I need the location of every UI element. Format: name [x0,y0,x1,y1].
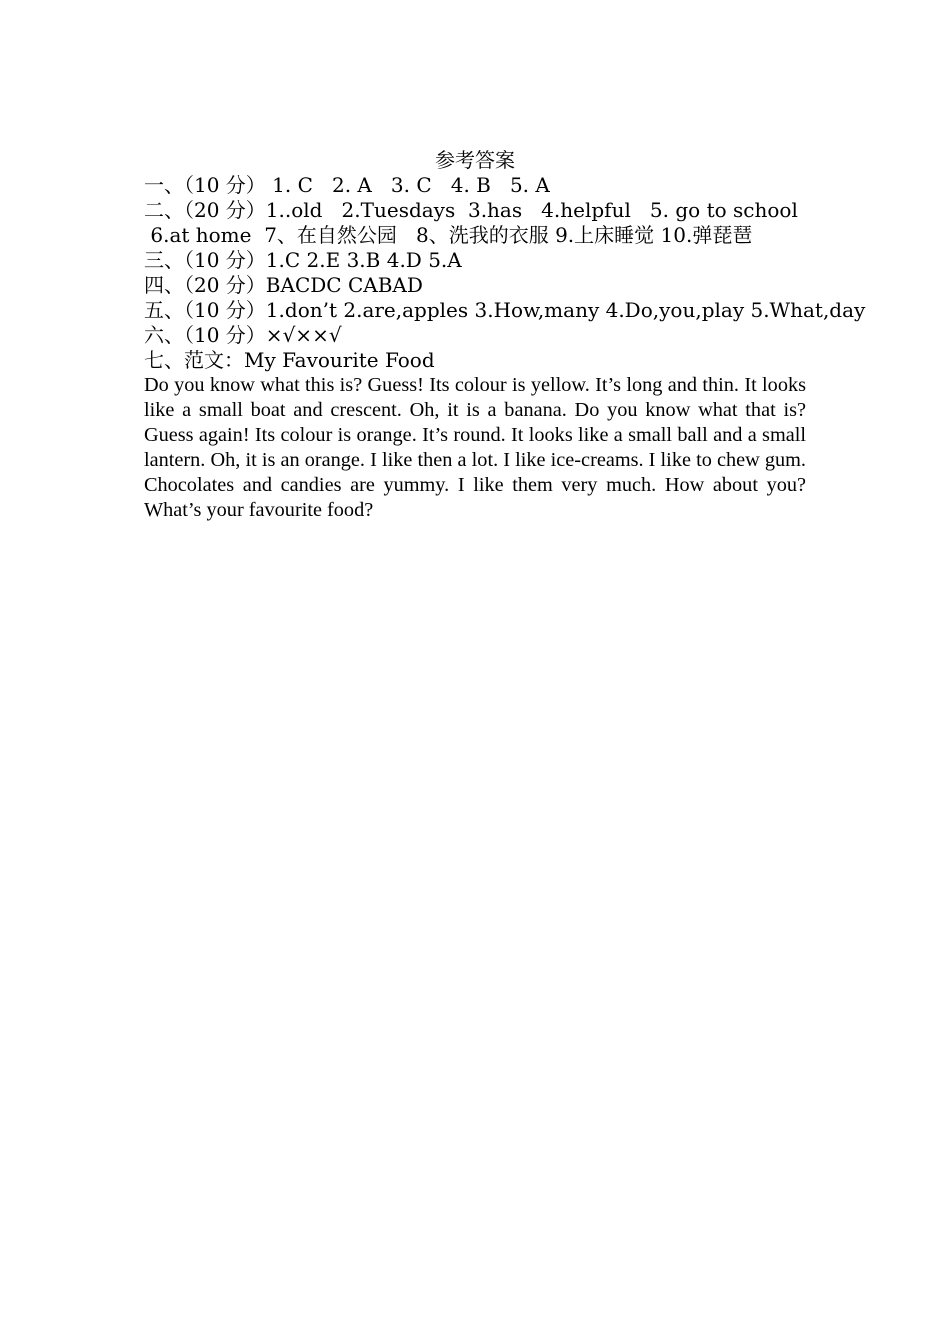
answer-line-section-4: 四、（20 分）BACDC CABAD [144,273,423,297]
page-title: 参考答案 [435,148,515,172]
answer-line-section-3: 三、（10 分）1.C 2.E 3.B 4.D 5.A [144,248,462,272]
answer-line-section-2-continued: 6.at home 7、在自然公园 8、洗我的衣服 9.上床睡觉 10.弹琵琶 [144,223,753,247]
answer-key-content [144,148,866,523]
answer-line-section-6: 六、（10 分）×√××√ [144,323,342,347]
answer-line-section-5: 五、（10 分）1.don’t 2.are,apples 3.How,many 4.Do,you,play 5.What,day [144,298,866,322]
answer-line-section-1: 一、（10 分） 1. C 2. A 3. C 4. B 5. A [144,173,550,197]
essay-heading: 七、范文：My Favourite Food [144,348,435,372]
answer-line-section-2: 二、（20 分）1..old 2.Tuesdays 3.has 4.helpful 5. go to school [144,198,798,222]
essay-paragraph: Do you know what this is? Guess! Its colour is yellow. It’s long and thin. It looks like a small boat and crescent. Oh, it is a banana. Do you know what that is? Guess again! Its colour is orange. It’s round. It looks like a small ball and a small lantern. Oh, it is an orange. I like then a lot. I like ice-creams. I like to chew gum. Chocolates and candies are yummy. I like them very much. How about you? What’s your favourite food? [144,374,806,521]
